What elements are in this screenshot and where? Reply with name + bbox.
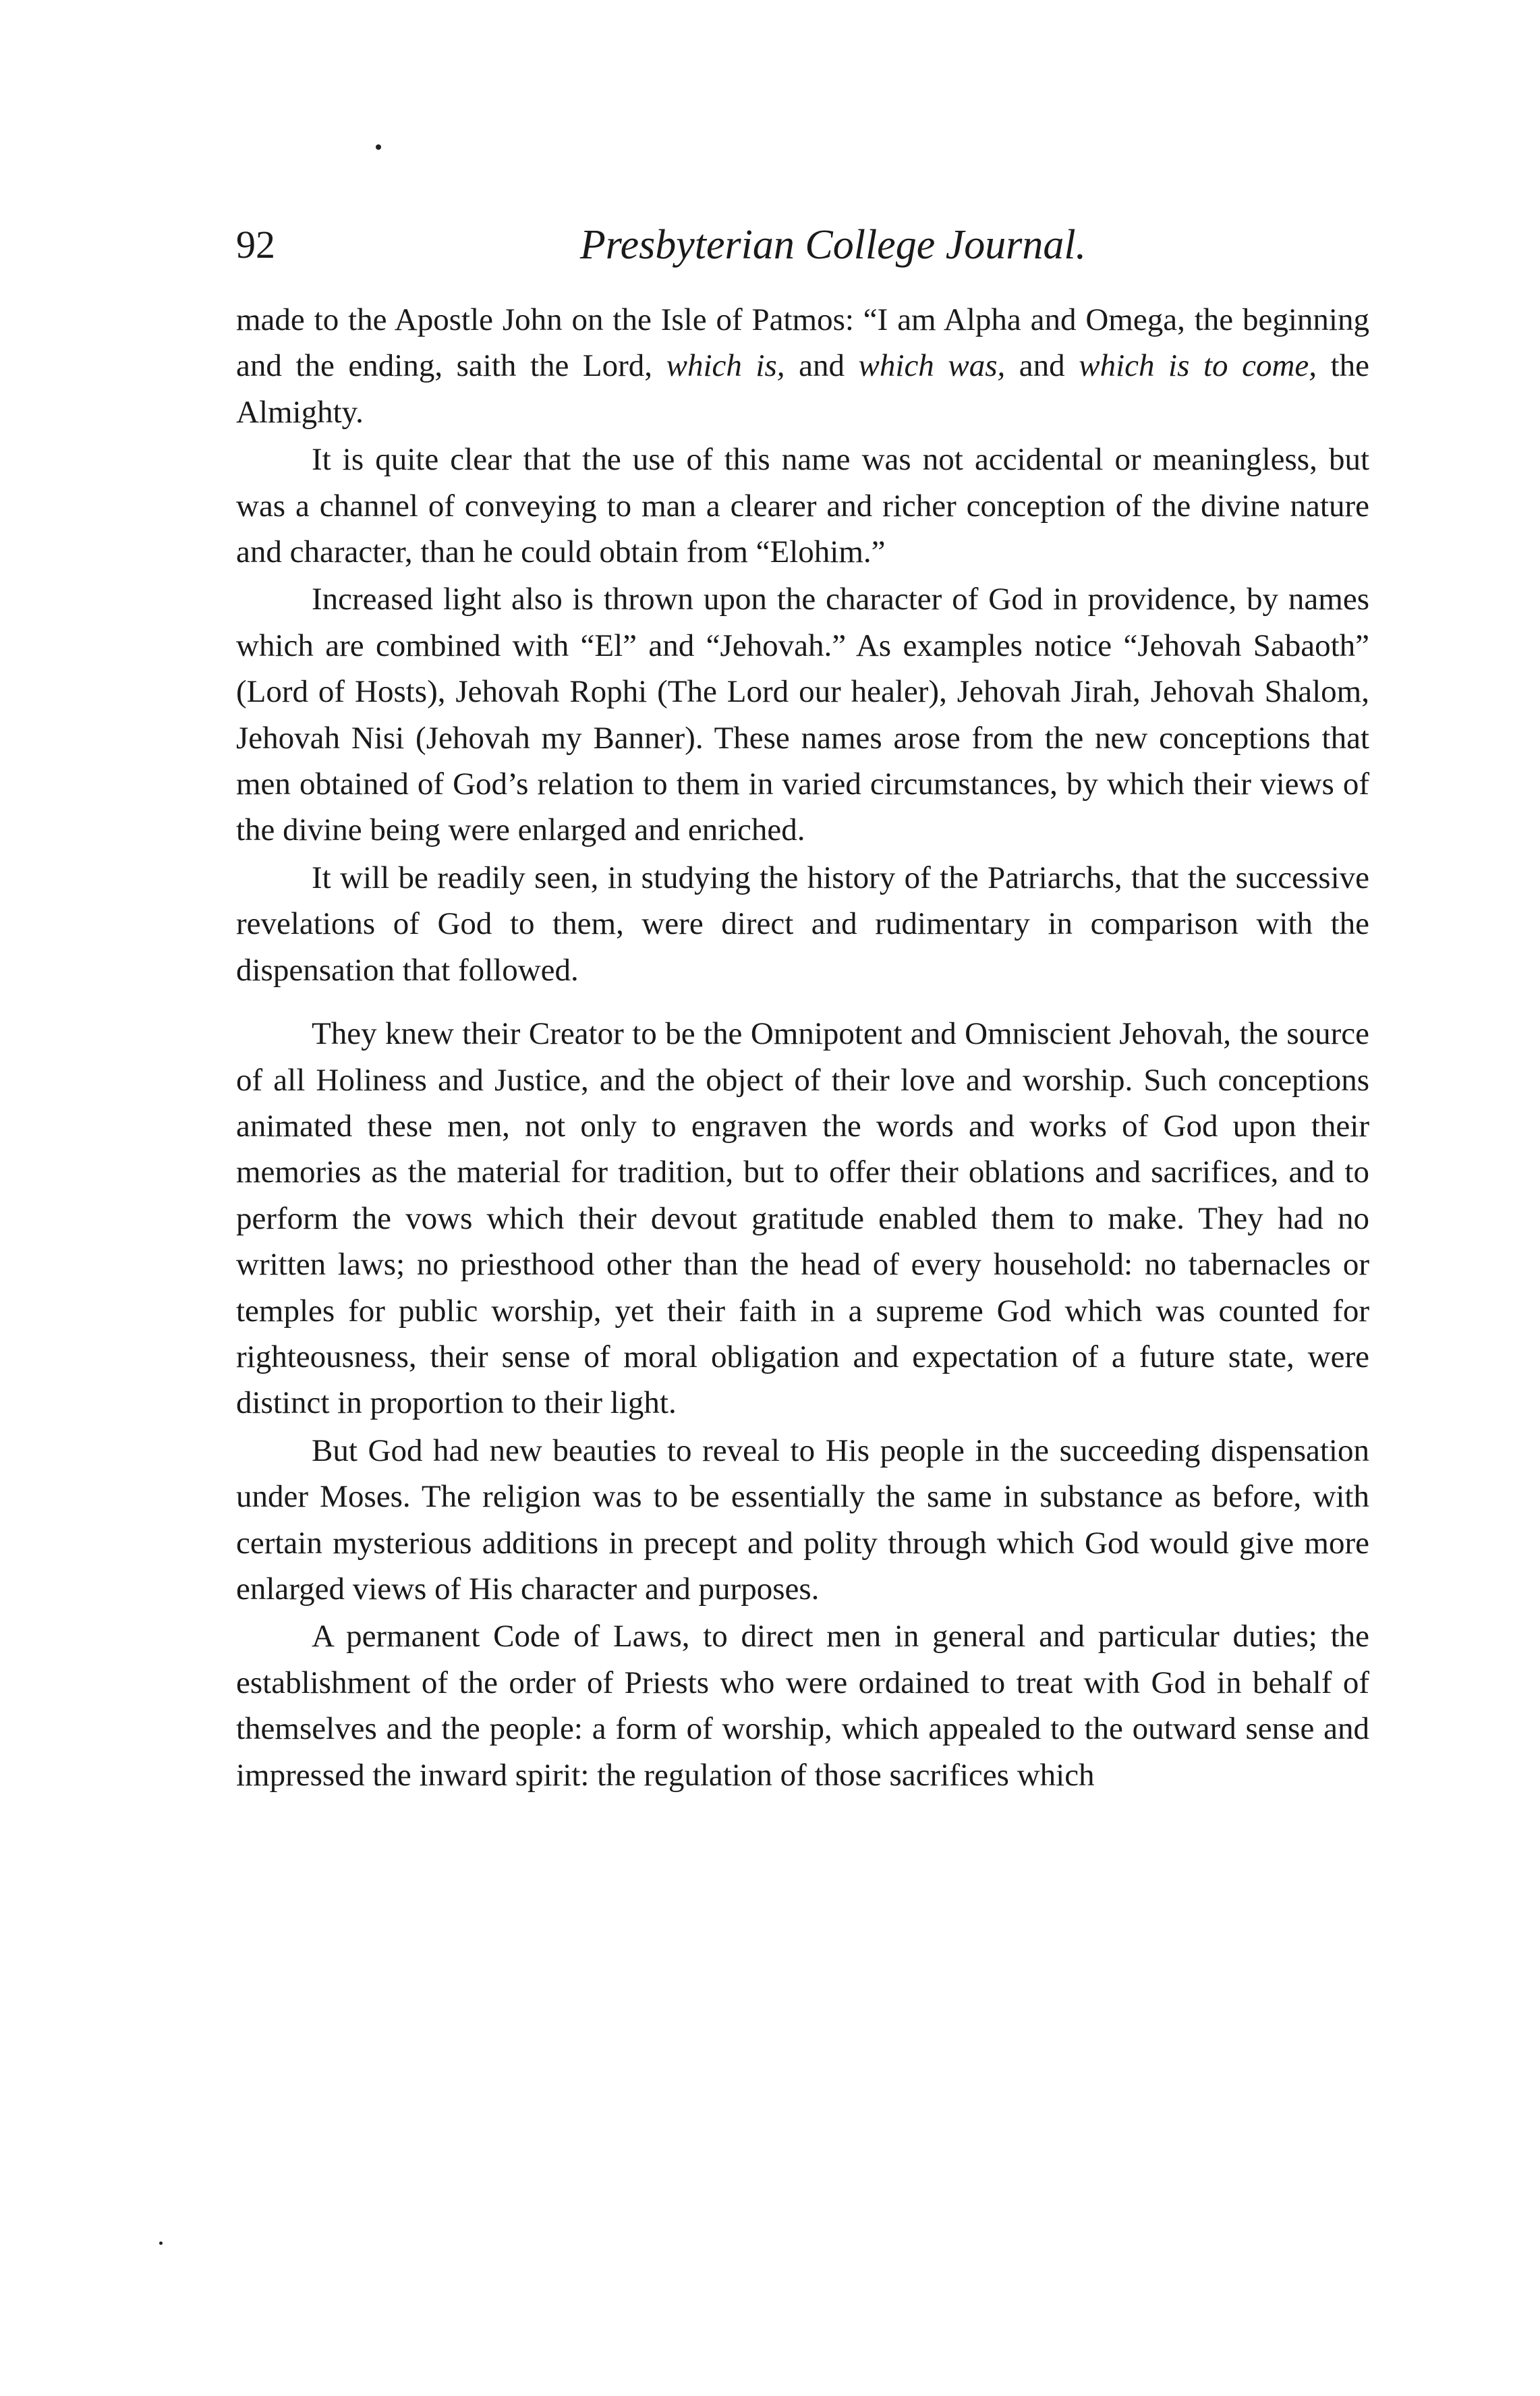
- running-title: Presbyterian College Journal.: [579, 222, 1087, 268]
- paragraph-text: and: [1005, 348, 1079, 384]
- paragraph-text: and: [785, 348, 859, 384]
- paragraph-text: made to the Apostle John on the Isle of Patmos: “I am Alpha and Omega, the beginning and the ending, saith the Lord,: [236, 302, 1369, 384]
- emphasis-text: which is,: [666, 348, 785, 384]
- paragraph: A permanent Code of Laws, to direct men in general and particular duties; the establishment of the order of Priests who were ordained to treat with God in behalf of themselves and the people: a form of worship, which appealed to the outward sense and impressed the inward spirit: the regulation of those sacrifices which: [236, 1619, 1369, 1793]
- paragraph: It will be readily seen, in studying the history of the Patriarchs, that the successive revelations of God to them, were direct and rudimentary in comparison with the dispensation that followed.: [236, 860, 1369, 988]
- emphasis-text: which is to come,: [1079, 348, 1317, 384]
- paragraph: It is quite clear that the use of this name was not accidental or meaningless, but was a channel of conveying to man a clearer and richer conception of the divine nature and character, than he could obtain from “Elohim.”: [236, 442, 1369, 570]
- paragraph: Increased light also is thrown upon the character of God in providence, by names which are combined with “El” and “Jehovah.” As examples notice “Jehovah Sabaoth” (Lord of Hosts), Jehovah Rophi (The Lord our healer), Jehovah Jirah, Jehovah Shalom, Jehovah Nisi (Jehovah my Banner). These names arose from the new conceptions that men obtained of God’s relation to them in varied circumstances, by which their views of the divine being were enlarged and enriched.: [236, 582, 1369, 848]
- paragraph: They knew their Creator to be the Omnipotent and Omniscient Jehovah, the source of all Holiness and Justice, and the object of their love and worship. Such conceptions animated these men, not only to engraven the words and works of God upon their memories as the material for tradition, but to offer their oblations and sacrifices, and to perform the vows which their devout gratitude enabled them to make. They had no written laws; no priesthood other than the head of every household: no tabernacles or temples for public worship, yet their faith in a supreme God which was counted for righteousness, their sense of moral obligation and expectation of a future state, were distinct in proportion to their light.: [236, 1016, 1369, 1421]
- body-text: [236, 297, 1369, 1798]
- print-speck: [159, 2241, 163, 2245]
- paragraph-text: the Almighty.: [236, 348, 1369, 430]
- emphasis-text: which was,: [858, 348, 1006, 384]
- running-header: [236, 215, 1369, 275]
- paragraph: But God had new beauties to reveal to His people in the succeeding dispensation under Moses. The religion was to be essentially the same in substance as before, with certain mysterious additions in precept and polity through which God would give more enlarged views of His character and purposes.: [236, 1432, 1369, 1607]
- paragraph-continuation: [236, 297, 1369, 435]
- print-speck: [376, 144, 381, 150]
- page-number: 92: [236, 223, 275, 267]
